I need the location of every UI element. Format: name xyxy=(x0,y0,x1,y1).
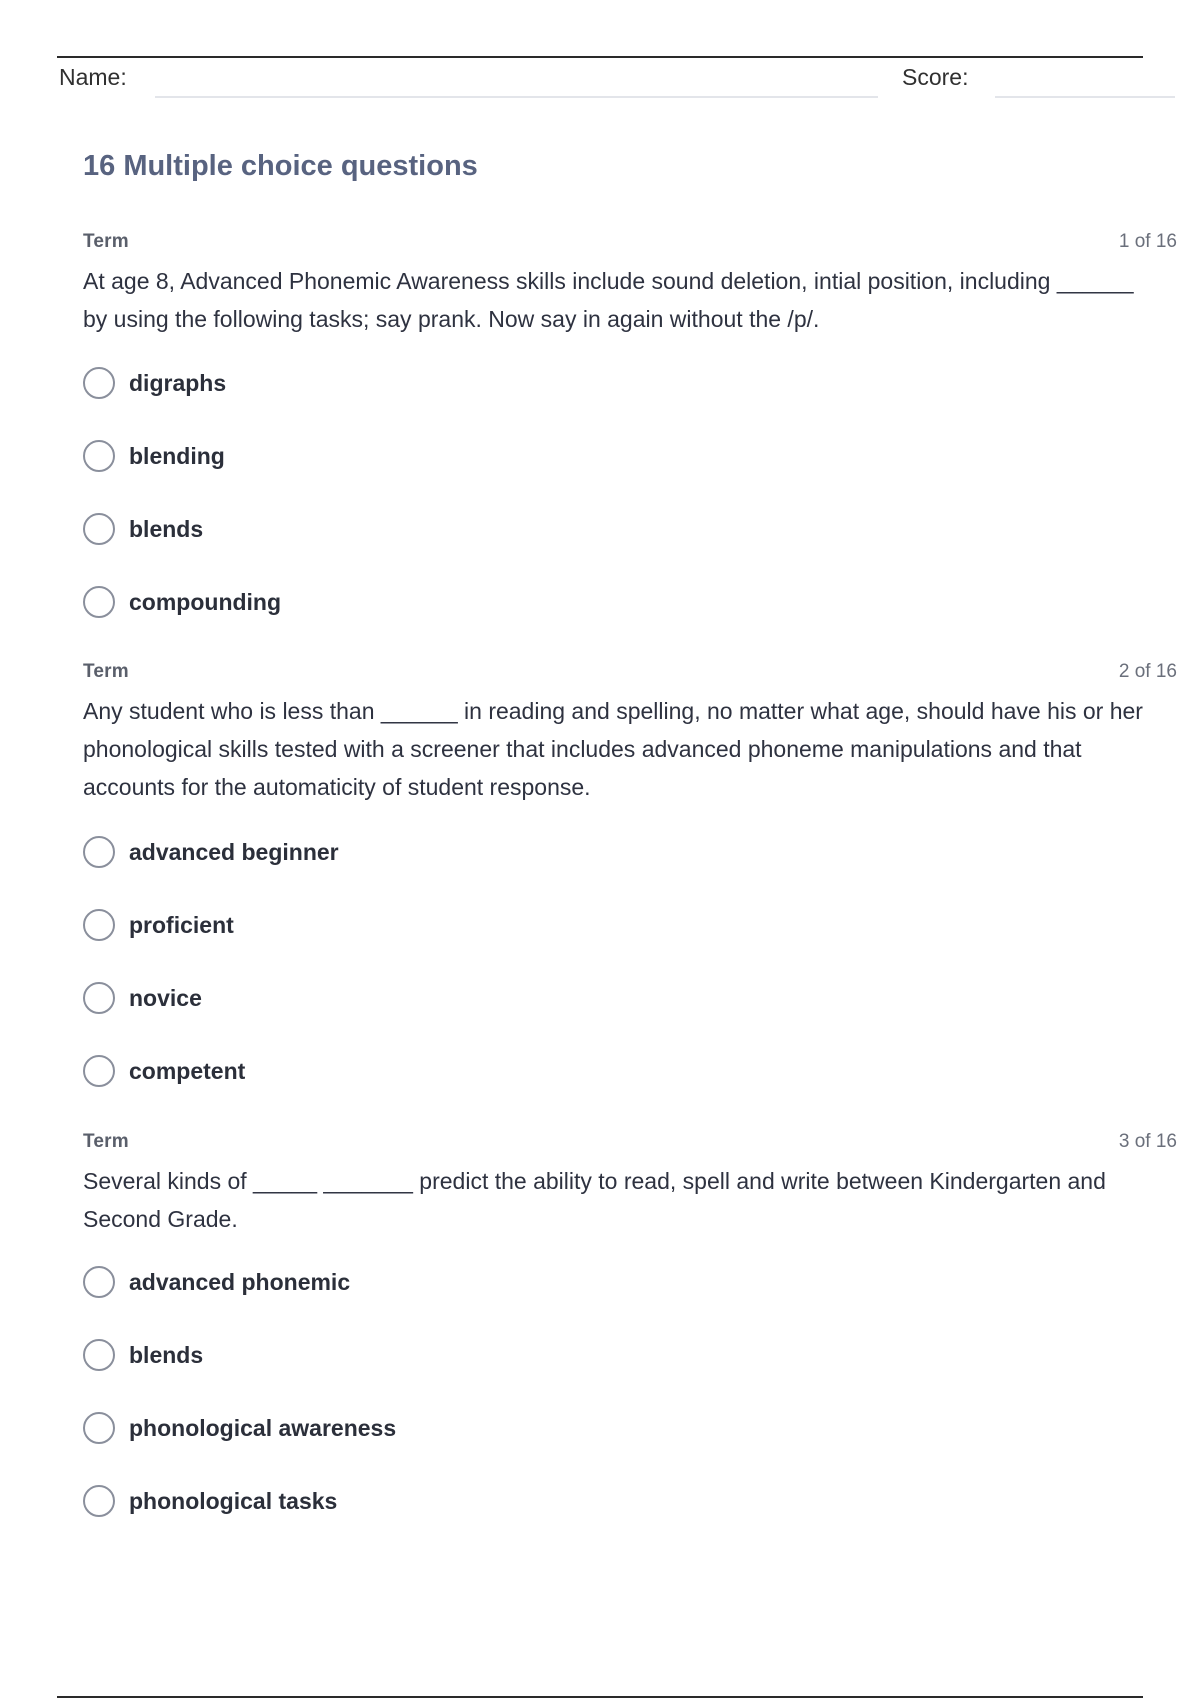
option-label: phonological tasks xyxy=(129,1487,338,1514)
option-advanced-beginner[interactable] xyxy=(83,833,339,871)
radio-button[interactable] xyxy=(83,909,115,941)
option-label: advanced beginner xyxy=(129,838,339,865)
name-field[interactable] xyxy=(155,96,878,98)
question-text: Any student who is less than ______ in reading and spelling, no matter what age, should have his or her phonological skills tested with a screener that includes advanced phoneme manipulations and that accounts for the automaticity of student response. xyxy=(83,698,1143,800)
option-label: digraphs xyxy=(129,369,227,396)
radio-button[interactable] xyxy=(83,586,115,618)
option-label: phonological awareness xyxy=(129,1414,397,1441)
radio-button[interactable] xyxy=(83,367,115,399)
radio-button[interactable] xyxy=(83,1266,115,1298)
radio-button[interactable] xyxy=(83,513,115,545)
question-text: Several kinds of _____ _______ predict the ability to read, spell and write between Kindergarten and Second Grade. xyxy=(83,1168,1106,1232)
option-label: proficient xyxy=(129,911,234,938)
name-label: Name: xyxy=(59,64,127,90)
term-label: Term xyxy=(83,661,129,682)
top-rule xyxy=(57,56,1143,58)
option-digraphs[interactable] xyxy=(83,364,226,402)
radio-button[interactable] xyxy=(83,1055,115,1087)
option-label: novice xyxy=(129,984,202,1011)
option-label: blends xyxy=(129,515,204,542)
score-label: Score: xyxy=(902,64,969,90)
question-text: At age 8, Advanced Phonemic Awareness skills include sound deletion, intial position, including ______ by using the following tasks; say prank. Now say in again without the /p/. xyxy=(83,268,1134,332)
bottom-rule xyxy=(57,1696,1143,1698)
radio-button[interactable] xyxy=(83,1339,115,1371)
option-blends[interactable] xyxy=(83,1336,203,1374)
option-blending[interactable] xyxy=(83,437,225,475)
option-phonological-tasks[interactable] xyxy=(83,1482,337,1520)
radio-button[interactable] xyxy=(83,982,115,1014)
option-label: competent xyxy=(129,1057,246,1084)
option-label: advanced phonemic xyxy=(129,1268,351,1295)
option-competent[interactable] xyxy=(83,1052,245,1090)
radio-button[interactable] xyxy=(83,1485,115,1517)
option-label: compounding xyxy=(129,588,282,615)
term-label: Term xyxy=(83,231,129,252)
option-compounding[interactable] xyxy=(83,583,281,621)
radio-button[interactable] xyxy=(83,836,115,868)
question-count: 1 of 16 xyxy=(1118,231,1177,252)
question-count: 2 of 16 xyxy=(1118,661,1177,682)
section-title: 16 Multiple choice questions xyxy=(83,150,478,182)
term-label: Term xyxy=(83,1131,129,1152)
question-count: 3 of 16 xyxy=(1118,1131,1177,1152)
option-novice[interactable] xyxy=(83,979,202,1017)
option-advanced-phonemic[interactable] xyxy=(83,1263,350,1301)
option-label: blending xyxy=(129,442,225,469)
radio-button[interactable] xyxy=(83,1412,115,1444)
option-proficient[interactable] xyxy=(83,906,234,944)
option-blends[interactable] xyxy=(83,510,203,548)
option-phonological-awareness[interactable] xyxy=(83,1409,396,1447)
radio-button[interactable] xyxy=(83,440,115,472)
option-label: blends xyxy=(129,1341,204,1368)
score-field[interactable] xyxy=(995,96,1175,98)
